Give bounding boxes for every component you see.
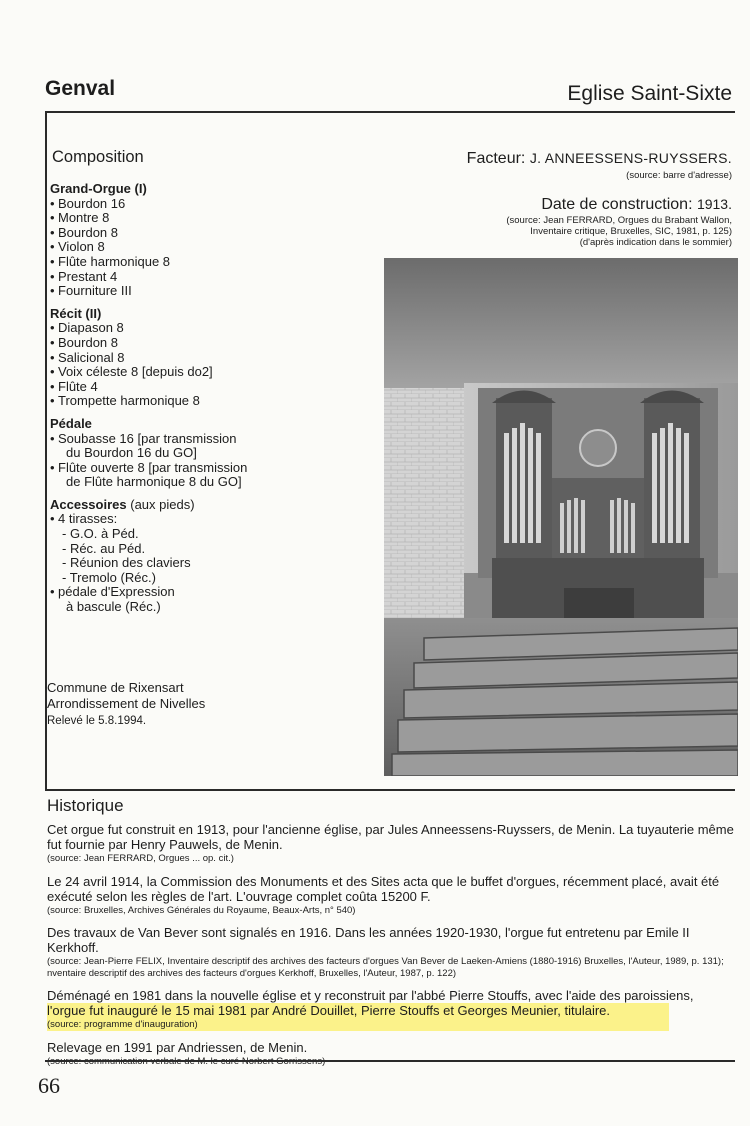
footer-rule [45,1060,735,1062]
stop-note: du Bourdon 16 du GO] [66,445,197,461]
expression-pedal-note: à bascule (Réc.) [66,599,161,615]
construction-label: Date de construction: [541,196,697,213]
stop-item: • Voix céleste 8 [depuis do2] [50,365,350,380]
history-paragraph [47,874,739,917]
facteur-label: Facteur: [466,150,530,167]
history-paragraph [47,988,739,1031]
history-text: Des travaux de Van Bever sont signalés en 1916. Dans les années 1920-1930, l'orgue fut entretenu par Emile II Kerkhoff. [47,925,690,955]
header-rule [45,111,735,113]
history-source: (source: programme d'inauguration) [47,1019,198,1030]
stop-item: • Soubasse 16 [par transmission [50,432,350,447]
page-number: 66 [38,1073,60,1098]
recit-heading: Récit (II) [50,305,102,321]
tirasse-item: - Tremolo (Réc.) [62,569,156,585]
tirasse-item: - Réunion des claviers [62,555,191,571]
releve-date: Relevé le 5.8.1994. [47,715,147,727]
history-source: (source: Jean FERRARD, Orgues ... op. cit.) [47,853,234,864]
history-paragraph [47,822,739,865]
historique-body [47,822,739,1076]
accessoires-heading [50,498,350,513]
history-text: Le 24 avril 1914, la Commission des Monuments et des Sites acta que le buffet d'orgues, récemment placé, avait été exécuté selon les règles de l'art. L'ouvrage complet coûta 15200 F. [47,873,720,904]
history-source: (source: Bruxelles, Archives Générales du Royaume, Beaux-Arts, n° 540) [47,904,356,916]
stop-item: • Fourniture III [50,284,350,299]
stop-item: • Diapason 8 [50,321,350,336]
stop-item: • Trompette harmonique 8 [50,394,350,409]
grand-orgue-heading: Grand-Orgue (I) [50,181,147,196]
facteur-value: J. ANNEESSENS-RUYSSERS. [529,150,732,166]
stop-item: • Flûte 4 [50,380,350,395]
source-line: (d'après indication dans le sommier) [579,237,732,248]
history-text: Déménagé en 1981 dans la nouvelle église et y reconstruit par l'abbé Pierre Stouffs, avec l'aide des paroissiens, [47,988,694,1003]
stop-item: • Prestant 4 [50,270,350,285]
town-name: Genval [45,77,116,100]
accessoires-suffix: (aux pieds) [126,496,195,512]
composition-title: Composition [52,148,144,166]
church-name: Eglise Saint-Sixte [567,82,732,105]
tirasse-item: - Réc. au Péd. [62,540,146,556]
composition-list [50,182,350,615]
stop-item: • Bourdon 16 [50,197,350,212]
organ-photo [384,258,738,776]
tirasse-item: - G.O. à Péd. [62,526,139,542]
tirasses-item: • 4 tirasses: [50,512,350,527]
facteur-line [467,150,732,168]
history-text-highlighted: l'orgue fut inauguré le 15 mai 1981 par André Douillet, Pierre Stouffs et Georges Meunier, titulaire. [47,1003,611,1018]
facteur-source: (source: barre d'adresse) [626,170,732,181]
accessoires-label: Accessoires [50,496,127,512]
history-text: Relevage en 1991 par Andriessen, de Menin. [47,1039,308,1055]
stop-item: • Violon 8 [50,240,350,255]
stop-item: • Flûte ouverte 8 [par transmission [50,461,350,476]
construction-source [432,215,732,248]
stop-item: • Bourdon 8 [50,226,350,241]
construction-line [541,196,732,214]
history-paragraph [47,1040,739,1068]
pedale-heading: Pédale [50,415,92,431]
stop-item: • Salicional 8 [50,351,350,366]
commune: Commune de Rixensart [47,680,184,695]
source-line: (source: Jean FERRARD, Orgues du Brabant Wallon, [506,215,732,226]
arrondissement: Arrondissement de Nivelles [47,696,206,711]
construction-value: 1913. [696,196,732,212]
stop-item: • Bourdon 8 [50,336,350,351]
history-source: (source: Jean-Pierre FELIX, Inventaire descriptif des archives des facteurs d'orgues Van Bever de Laeken-Amiens (1880-1916) Bruxelles, l'Auteur, 1989, p. 131); nventaire descriptif des archives des facteurs d'orgues Kerkhoff, Bruxelles, l'Auteur, 1987, p. 122) [47,956,724,979]
historique-title: Historique [47,796,124,815]
history-text: Cet orgue fut construit en 1913, pour l'ancienne église, par Jules Anneessens-Ruyssers, de Menin. La tuyauterie même fut fournie par Henry Pauwels, de Menin. [47,822,734,852]
stop-item: • Montre 8 [50,211,350,226]
highlighted-passage [47,1003,669,1031]
expression-pedal-item: • pédale d'Expression [50,585,350,600]
stop-item: • Flûte harmonique 8 [50,255,350,270]
history-paragraph [47,925,739,979]
section-rule [45,789,735,791]
source-line: Inventaire critique, Bruxelles, SIC, 1981, p. 125) [530,226,732,237]
stop-note: de Flûte harmonique 8 du GO] [66,474,242,490]
commune-info [47,680,205,712]
